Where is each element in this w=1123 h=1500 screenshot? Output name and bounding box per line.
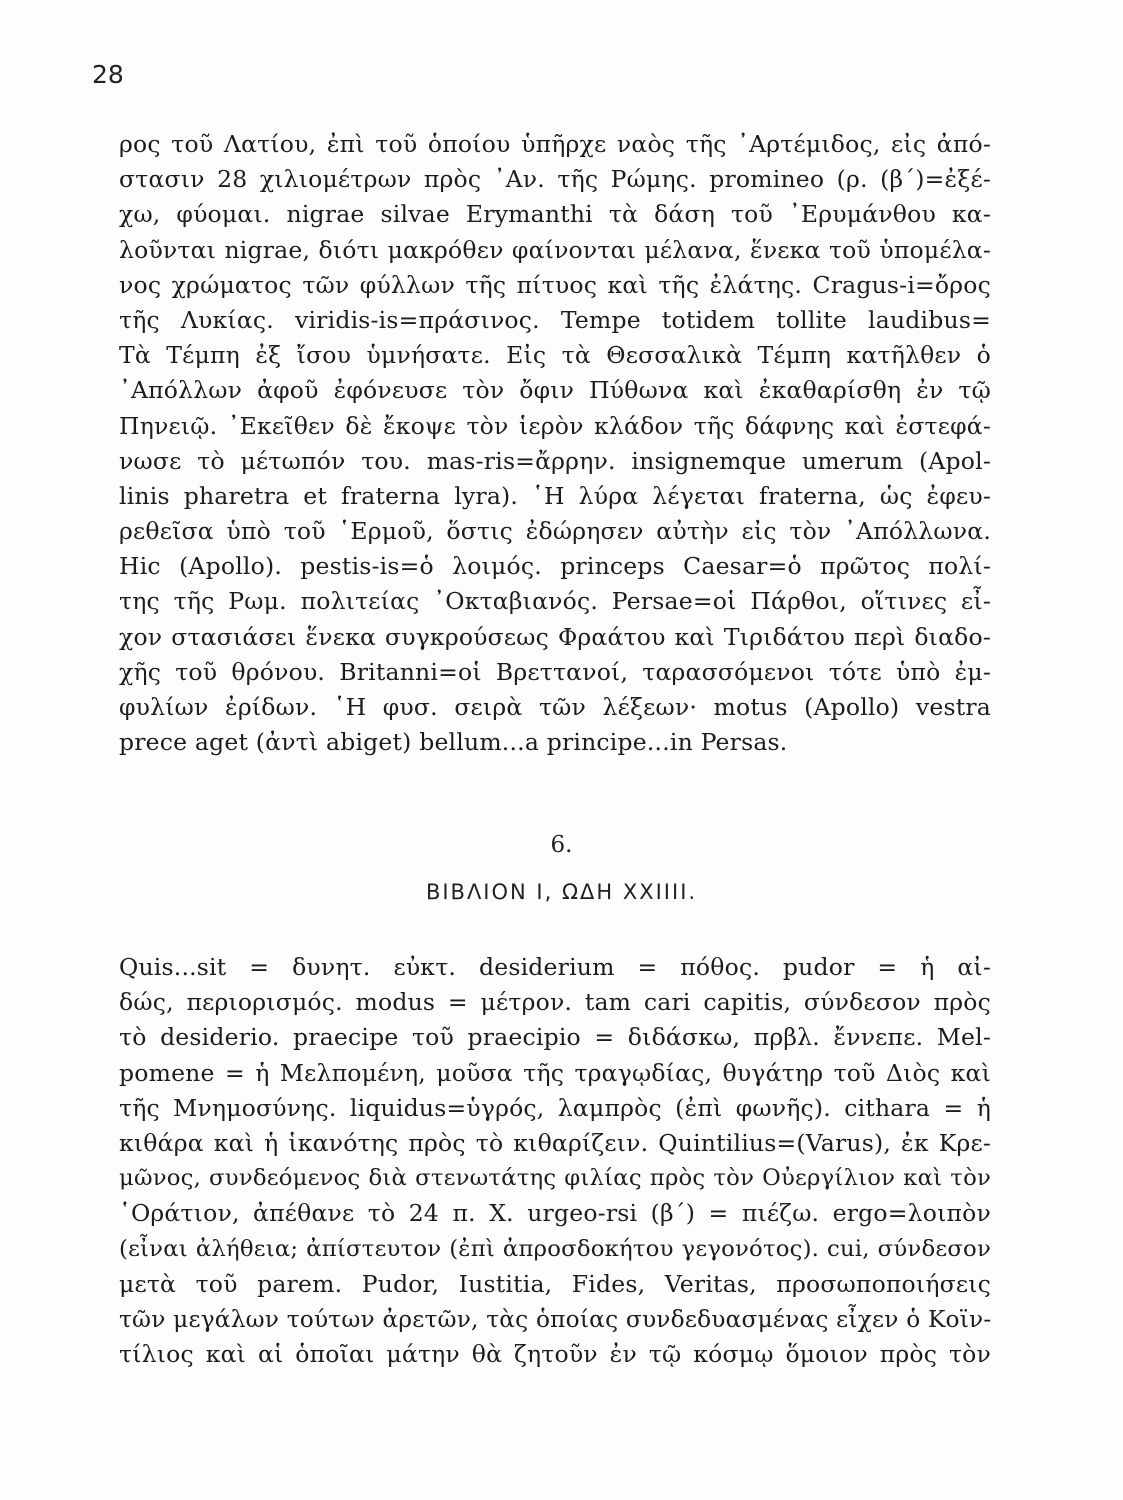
page-number: 28 [92, 60, 124, 89]
commentary-paragraph-bottom [119, 950, 991, 1372]
text-line: δώς, περιορισμός. modus = μέτρον. tam cari capitis, σύνδεσον πρὸς [119, 988, 991, 1017]
text-line: στασιν 28 χιλιομέτρων πρὸς ᾿Αν. τῆς Ρώμης. promineo (ρ. (β΄)=ἐξέ- [119, 165, 991, 194]
text-line: τῆς Μνημοσύνης. liquidus=ὑγρός, λαμπρὸς (ἐπὶ φωνῆς). cithara = ἡ [119, 1093, 991, 1122]
text-line: linis pharetra et fraterna lyra). ῾Η λύρα λέγεται fraterna, ὡς ἐφευ- [119, 481, 991, 510]
text-line: Τὰ Τέμπη ἐξ ἴσου ὑμνήσατε. Εἰς τὰ Θεσσαλικὰ Τέμπη κατῆλθεν ὁ [119, 341, 991, 370]
text-line: ῾Οράτιον, ἀπέθανε τὸ 24 π. Χ. urgeo-rsi (β΄) = πιέζω. ergo=λοιπὸν [119, 1199, 991, 1228]
text-line: ᾿Απόλλων ἀφοῦ ἐφόνευσε τὸν ὄφιν Πύθωνα καὶ ἐκαθαρίσθη ἐν τῷ [119, 376, 991, 405]
text-line: τὸ desiderio. praecipe τοῦ praecipio = διδάσκω, πρβλ. ἔννεπε. Mel- [119, 1023, 991, 1052]
text-line: χον στασιάσει ἕνεκα συγκρούσεως Φραάτου καὶ Τιριδάτου περὶ διαδο- [119, 622, 991, 651]
text-line: της τῆς Ρωμ. πολιτείας ᾿Οκταβιανός. Persae=οἱ Πάρθοι, οἵτινες εἶ- [119, 587, 991, 616]
text-line: τῶν μεγάλων τούτων ἀρετῶν, τὰς ὁποίας συνδεδυασμένας εἶχεν ὁ Κοϊν- [119, 1305, 991, 1333]
text-line: ρεθεῖσα ὑπὸ τοῦ ῾Ερμοῦ, ὅστις ἐδώρησεν αὐτὴν εἰς τὸν ᾿Απόλλωνα. [119, 517, 991, 546]
text-line: Πηνειῷ. ᾿Εκεῖθεν δὲ ἔκοψε τὸν ἱερὸν κλάδον τῆς δάφνης καὶ ἐστεφά- [119, 411, 991, 440]
text-line: Hic (Apollo). pestis-is=ὁ λοιμός. princeps Caesar=ὁ πρῶτος πολί- [119, 552, 991, 581]
commentary-paragraph-top [119, 127, 991, 760]
text-line: νωσε τὸ μέτωπόν του. mas-ris=ἄρρην. insignemque umerum (Apol- [119, 446, 991, 475]
text-line: (εἶναι ἀλήθεια; ἀπίστευτον (ἐπὶ ἀπροσδοκήτου γεγονότος). cui, σύνδεσον [119, 1235, 991, 1262]
text-line: φυλίων ἐρίδων. ῾Η φυσ. σειρὰ τῶν λέξεων· motus (Apollo) vestra [119, 693, 991, 721]
text-line: Quis...sit = δυνητ. εὐκτ. desiderium = πόθος. pudor = ἡ αἰ- [119, 953, 991, 981]
section-number: 6. [550, 832, 573, 858]
text-line: μῶνος, συνδεόμενος διὰ στενωτάτης φιλίας πρὸς τὸν Οὐεργίλιον καὶ τὸν [119, 1165, 991, 1192]
text-line: ρος τοῦ Λατίου, ἐπὶ τοῦ ὁποίου ὑπῆρχε ναὸς τῆς ᾿Αρτέμιδος, εἰς ἀπό- [119, 130, 991, 158]
text-line: λοῦνται nigrae, διότι μακρόθεν φαίνονται μέλανα, ἕνεκα τοῦ ὑπομέλα- [119, 235, 991, 264]
text-line: τῆς Λυκίας. viridis-is=πράσινος. Tempe totidem tollite laudibus= [119, 305, 991, 334]
text-line: νος χρώματος τῶν φύλλων τῆς πίτυος καὶ τῆς ἐλάτης. Cragus-i=ὄρος [119, 270, 991, 299]
text-line: μετὰ τοῦ parem. Pudor, Iustitia, Fides, Veritas, προσωποποιήσεις [119, 1269, 991, 1298]
text-line: τίλιος καὶ αἱ ὁποῖαι μάτην θὰ ζητοῦν ἐν τῷ κόσμῳ ὅμοιον πρὸς τὸν [119, 1340, 991, 1369]
text-line: κιθάρα καὶ ἡ ἱκανότης πρὸς τὸ κιθαρίζειν. Quintilius=(Varus), ἐκ Κρε- [119, 1128, 991, 1157]
text-line: prece aget (ἀντὶ abiget) bellum...a principe...in Persas. [119, 728, 788, 757]
text-line: pomene = ἡ Μελπομένη, μοῦσα τῆς τραγῳδίας, θυγάτηρ τοῦ Διὸς καὶ [119, 1058, 991, 1087]
text-line: χῆς τοῦ θρόνου. Britanni=οἱ Βρεττανοί, ταρασσόμενοι τότε ὑπὸ ἐμ- [119, 657, 991, 686]
section-title: ΒΙΒΛΙΟΝ Ι, ΩΔΗ XXIIII. [425, 880, 698, 904]
text-line: χω, φύομαι. nigrae silvae Erymanthi τὰ δάση τοῦ ᾿Ερυμάνθου κα- [119, 200, 991, 229]
